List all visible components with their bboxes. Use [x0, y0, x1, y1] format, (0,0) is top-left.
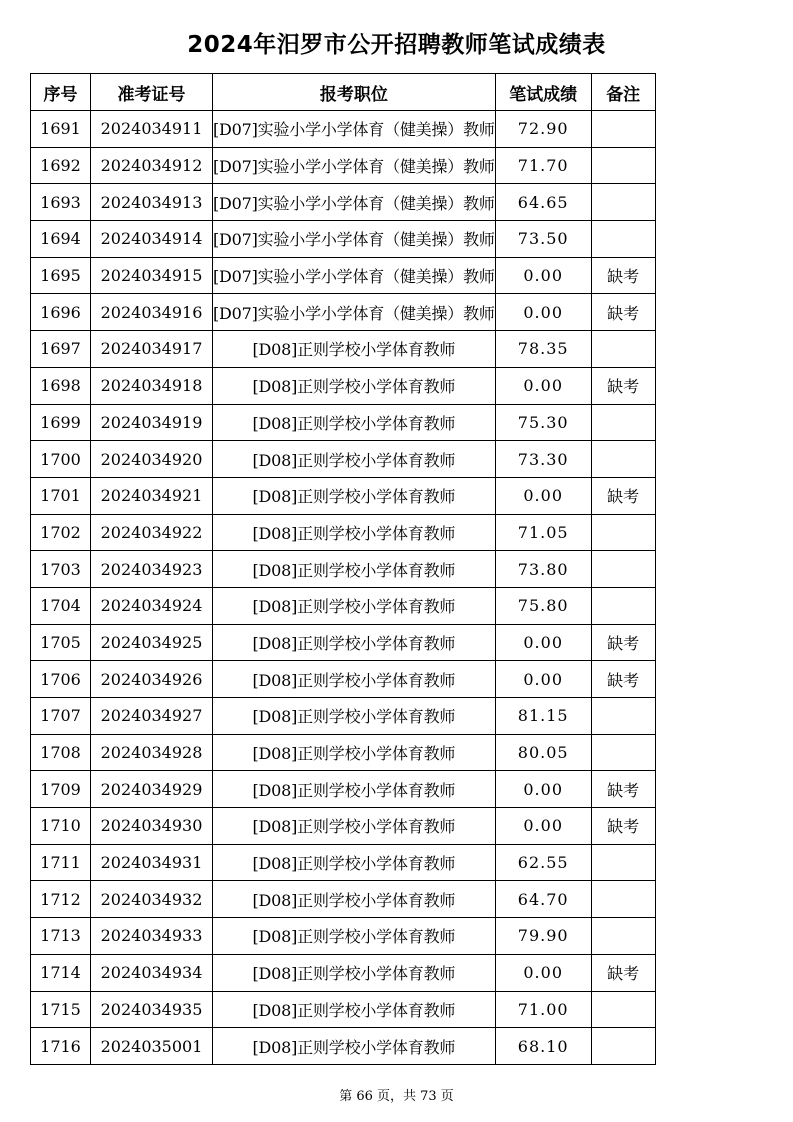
cell-note: [591, 111, 655, 148]
cell-score: 0.00: [495, 257, 591, 294]
table-row: [31, 221, 656, 258]
cell-seq: 1701: [31, 477, 91, 514]
table-row: [31, 918, 656, 955]
cell-seq: 1703: [31, 551, 91, 588]
table-row: [31, 844, 656, 881]
cell-exam-id: 2024034921: [91, 477, 213, 514]
cell-position: [D08]正则学校小学体育教师: [213, 918, 496, 955]
header-position: 报考职位: [213, 74, 496, 111]
cell-score: 73.50: [495, 221, 591, 258]
cell-note: [591, 881, 655, 918]
cell-position: [D08]正则学校小学体育教师: [213, 734, 496, 771]
cell-seq: 1705: [31, 624, 91, 661]
cell-exam-id: 2024034929: [91, 771, 213, 808]
cell-exam-id: 2024034924: [91, 587, 213, 624]
cell-score: 0.00: [495, 954, 591, 991]
table-row: [31, 1028, 656, 1065]
cell-score: 0.00: [495, 661, 591, 698]
cell-seq: 1702: [31, 514, 91, 551]
cell-position: [D07]实验小学小学体育（健美操）教师: [213, 257, 496, 294]
cell-exam-id: 2024034926: [91, 661, 213, 698]
cell-position: [D08]正则学校小学体育教师: [213, 587, 496, 624]
cell-note: 缺考: [591, 954, 655, 991]
cell-seq: 1711: [31, 844, 91, 881]
cell-position: [D08]正则学校小学体育教师: [213, 1028, 496, 1065]
cell-position: [D08]正则学校小学体育教师: [213, 954, 496, 991]
cell-seq: 1699: [31, 404, 91, 441]
cell-note: 缺考: [591, 661, 655, 698]
page-footer: 第 66 页，共 73 页: [339, 1089, 454, 1104]
cell-position: [D07]实验小学小学体育（健美操）教师: [213, 111, 496, 148]
cell-note: 缺考: [591, 294, 655, 331]
cell-score: 62.55: [495, 844, 591, 881]
cell-exam-id: 2024034933: [91, 918, 213, 955]
table-row: [31, 257, 656, 294]
cell-position: [D08]正则学校小学体育教师: [213, 624, 496, 661]
cell-exam-id: 2024034919: [91, 404, 213, 441]
page-title: 2024年汨罗市公开招聘教师笔试成绩表: [187, 32, 606, 58]
table-row: [31, 367, 656, 404]
cell-exam-id: 2024034928: [91, 734, 213, 771]
cell-score: 75.80: [495, 587, 591, 624]
cell-note: 缺考: [591, 624, 655, 661]
cell-position: [D08]正则学校小学体育教师: [213, 991, 496, 1028]
table-row: [31, 441, 656, 478]
cell-note: [591, 404, 655, 441]
table-row: [31, 514, 656, 551]
cell-position: [D08]正则学校小学体育教师: [213, 441, 496, 478]
cell-position: [D07]实验小学小学体育（健美操）教师: [213, 294, 496, 331]
cell-exam-id: 2024034917: [91, 331, 213, 368]
cell-exam-id: 2024034920: [91, 441, 213, 478]
cell-exam-id: 2024034930: [91, 808, 213, 845]
cell-score: 73.30: [495, 441, 591, 478]
table-row: [31, 954, 656, 991]
cell-seq: 1709: [31, 771, 91, 808]
cell-position: [D08]正则学校小学体育教师: [213, 404, 496, 441]
cell-score: 80.05: [495, 734, 591, 771]
cell-position: [D08]正则学校小学体育教师: [213, 698, 496, 735]
cell-exam-id: 2024034918: [91, 367, 213, 404]
cell-seq: 1713: [31, 918, 91, 955]
cell-position: [D07]实验小学小学体育（健美操）教师: [213, 221, 496, 258]
cell-score: 0.00: [495, 808, 591, 845]
cell-score: 75.30: [495, 404, 591, 441]
table-row: [31, 661, 656, 698]
cell-note: [591, 734, 655, 771]
cell-seq: 1694: [31, 221, 91, 258]
cell-note: [591, 221, 655, 258]
cell-seq: 1715: [31, 991, 91, 1028]
scores-table: [30, 73, 656, 1065]
cell-exam-id: 2024034916: [91, 294, 213, 331]
table-row: [31, 881, 656, 918]
cell-score: 0.00: [495, 294, 591, 331]
cell-seq: 1707: [31, 698, 91, 735]
cell-note: 缺考: [591, 477, 655, 514]
cell-exam-id: 2024034932: [91, 881, 213, 918]
cell-seq: 1714: [31, 954, 91, 991]
header-score: 笔试成绩: [495, 74, 591, 111]
cell-score: 71.70: [495, 147, 591, 184]
cell-exam-id: 2024034915: [91, 257, 213, 294]
cell-note: [591, 551, 655, 588]
cell-seq: 1716: [31, 1028, 91, 1065]
table-row: [31, 147, 656, 184]
table-header-row: [31, 74, 656, 111]
cell-position: [D08]正则学校小学体育教师: [213, 367, 496, 404]
cell-seq: 1695: [31, 257, 91, 294]
cell-score: 0.00: [495, 367, 591, 404]
cell-score: 0.00: [495, 771, 591, 808]
cell-note: [591, 147, 655, 184]
cell-position: [D08]正则学校小学体育教师: [213, 844, 496, 881]
cell-exam-id: 2024034913: [91, 184, 213, 221]
table-row: [31, 477, 656, 514]
cell-score: 0.00: [495, 477, 591, 514]
cell-seq: 1712: [31, 881, 91, 918]
cell-score: 64.70: [495, 881, 591, 918]
table-row: [31, 551, 656, 588]
cell-seq: 1696: [31, 294, 91, 331]
cell-position: [D08]正则学校小学体育教师: [213, 331, 496, 368]
header-exam-id: 准考证号: [91, 74, 213, 111]
cell-seq: 1698: [31, 367, 91, 404]
table-row: [31, 111, 656, 148]
cell-exam-id: 2024034934: [91, 954, 213, 991]
cell-note: [591, 991, 655, 1028]
cell-score: 78.35: [495, 331, 591, 368]
cell-note: [591, 514, 655, 551]
cell-note: [591, 844, 655, 881]
cell-score: 79.90: [495, 918, 591, 955]
cell-exam-id: 2024034923: [91, 551, 213, 588]
cell-score: 81.15: [495, 698, 591, 735]
cell-score: 71.00: [495, 991, 591, 1028]
cell-note: [591, 698, 655, 735]
cell-note: [591, 441, 655, 478]
table-row: [31, 991, 656, 1028]
cell-score: 72.90: [495, 111, 591, 148]
cell-score: 0.00: [495, 624, 591, 661]
cell-position: [D08]正则学校小学体育教师: [213, 661, 496, 698]
table-row: [31, 404, 656, 441]
cell-exam-id: 2024034927: [91, 698, 213, 735]
table-row: [31, 734, 656, 771]
cell-note: 缺考: [591, 808, 655, 845]
table-row: [31, 808, 656, 845]
cell-exam-id: 2024034912: [91, 147, 213, 184]
cell-exam-id: 2024034911: [91, 111, 213, 148]
cell-position: [D07]实验小学小学体育（健美操）教师: [213, 147, 496, 184]
cell-score: 68.10: [495, 1028, 591, 1065]
table-row: [31, 294, 656, 331]
cell-seq: 1706: [31, 661, 91, 698]
header-note: 备注: [591, 74, 655, 111]
cell-seq: 1691: [31, 111, 91, 148]
cell-position: [D08]正则学校小学体育教师: [213, 551, 496, 588]
table-row: [31, 587, 656, 624]
table-row: [31, 331, 656, 368]
cell-position: [D08]正则学校小学体育教师: [213, 808, 496, 845]
cell-position: [D08]正则学校小学体育教师: [213, 881, 496, 918]
table-row: [31, 624, 656, 661]
header-seq: 序号: [31, 74, 91, 111]
cell-seq: 1710: [31, 808, 91, 845]
cell-seq: 1704: [31, 587, 91, 624]
cell-note: [591, 587, 655, 624]
cell-note: [591, 918, 655, 955]
cell-position: [D08]正则学校小学体育教师: [213, 514, 496, 551]
cell-exam-id: 2024034922: [91, 514, 213, 551]
cell-score: 71.05: [495, 514, 591, 551]
table-row: [31, 771, 656, 808]
cell-note: 缺考: [591, 257, 655, 294]
cell-exam-id: 2024034925: [91, 624, 213, 661]
cell-position: [D07]实验小学小学体育（健美操）教师: [213, 184, 496, 221]
table-body: [31, 111, 656, 1065]
table-row: [31, 184, 656, 221]
cell-seq: 1700: [31, 441, 91, 478]
cell-seq: 1708: [31, 734, 91, 771]
cell-exam-id: 2024034931: [91, 844, 213, 881]
cell-note: [591, 331, 655, 368]
cell-seq: 1697: [31, 331, 91, 368]
cell-note: [591, 1028, 655, 1065]
cell-score: 73.80: [495, 551, 591, 588]
cell-position: [D08]正则学校小学体育教师: [213, 477, 496, 514]
cell-note: 缺考: [591, 367, 655, 404]
cell-exam-id: 2024034935: [91, 991, 213, 1028]
cell-position: [D08]正则学校小学体育教师: [213, 771, 496, 808]
cell-score: 64.65: [495, 184, 591, 221]
cell-exam-id: 2024034914: [91, 221, 213, 258]
table-row: [31, 698, 656, 735]
cell-seq: 1693: [31, 184, 91, 221]
cell-note: 缺考: [591, 771, 655, 808]
cell-exam-id: 2024035001: [91, 1028, 213, 1065]
cell-note: [591, 184, 655, 221]
cell-seq: 1692: [31, 147, 91, 184]
